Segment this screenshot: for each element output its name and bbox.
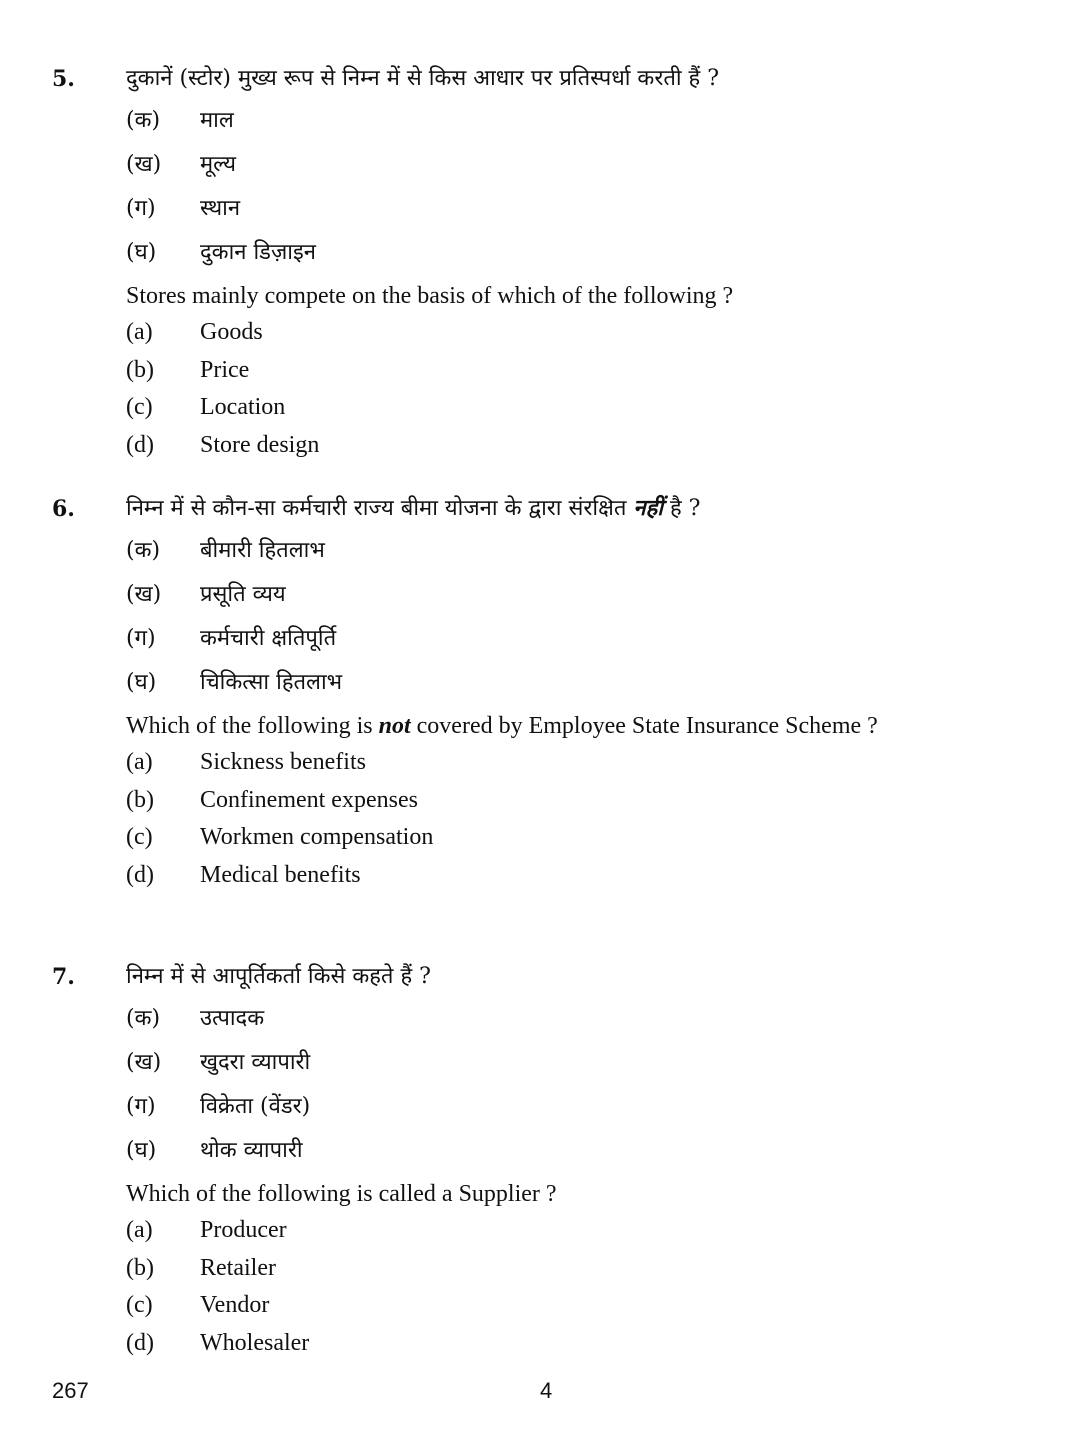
- option-label: (c): [126, 394, 153, 420]
- english-option: [0, 316, 1091, 354]
- hindi-option: [0, 1128, 1091, 1172]
- option-text: Confinement expenses: [200, 786, 418, 813]
- option-label: (c): [126, 1292, 153, 1318]
- option-label: (घ): [126, 670, 157, 695]
- english-option: [0, 1252, 1091, 1290]
- hindi-option: [0, 996, 1091, 1040]
- question-7: [0, 956, 1091, 1364]
- option-label: (b): [126, 356, 154, 383]
- emphasis-not: not: [378, 713, 411, 739]
- option-text: दुकान डिज़ाइन: [200, 240, 316, 265]
- option-text: खुदरा व्यापारी: [200, 1050, 311, 1075]
- question-number: 5.: [52, 66, 75, 92]
- option-label: (c): [126, 824, 153, 850]
- option-text: माल: [200, 108, 234, 133]
- option-text: बीमारी हितलाभ: [200, 538, 325, 563]
- question-stem-hindi: [0, 488, 1091, 528]
- option-label: (b): [126, 786, 154, 813]
- hindi-option: [0, 572, 1091, 616]
- english-question-text: Stores mainly compete on the basis of which of the following ?: [126, 283, 734, 309]
- question-5: [0, 58, 1091, 466]
- hindi-question-text: [126, 492, 700, 522]
- question-number: 7.: [52, 964, 75, 990]
- english-question-text: [0, 706, 979, 746]
- option-label: (d): [126, 1329, 154, 1356]
- option-label: (a): [126, 319, 153, 345]
- hindi-option: [0, 1040, 1091, 1084]
- english-option: [0, 354, 1091, 392]
- option-text: स्थान: [200, 196, 241, 221]
- english-option: [0, 391, 1091, 429]
- option-label: (क): [126, 1006, 161, 1031]
- option-label: (d): [126, 861, 154, 888]
- stem-part: है ?: [662, 496, 701, 521]
- english-option: [0, 746, 1091, 784]
- option-text: थोक व्यापारी: [200, 1138, 303, 1163]
- hindi-option: [0, 142, 1091, 186]
- option-text: Retailer: [200, 1254, 276, 1281]
- option-label: (ख): [126, 582, 162, 607]
- option-text: उत्पादक: [200, 1006, 265, 1031]
- question-stem-hindi: [0, 956, 1091, 996]
- option-text: प्रसूति व्यय: [200, 582, 286, 607]
- option-label: (d): [126, 431, 154, 458]
- hindi-option: [0, 186, 1091, 230]
- option-label: (क): [126, 108, 161, 133]
- option-label: (ग): [126, 1094, 156, 1119]
- option-label: (क): [126, 538, 161, 563]
- hindi-option: [0, 98, 1091, 142]
- emphasis-not: नहीं: [633, 495, 663, 521]
- hindi-question-text: निम्न में से आपूर्तिकर्ता किसे कहते हैं ?: [126, 964, 431, 989]
- option-text: Store design: [200, 431, 320, 458]
- option-label: (a): [126, 1217, 153, 1243]
- option-label: (ग): [126, 626, 156, 651]
- english-question-text: Which of the following is called a Supplier ?: [126, 1181, 557, 1207]
- page-number: 4: [540, 1378, 553, 1403]
- option-label: (a): [126, 749, 153, 775]
- option-text: Medical benefits: [200, 861, 361, 888]
- option-text: Sickness benefits: [200, 749, 366, 775]
- option-label: (ख): [126, 152, 162, 177]
- hindi-option: [0, 230, 1091, 274]
- option-label: (b): [126, 1254, 154, 1281]
- hindi-option: [0, 1084, 1091, 1128]
- option-label: (ख): [126, 1050, 162, 1075]
- stem-part: covered by Employee State Insurance Scheme ?: [410, 713, 878, 739]
- question-6: [0, 488, 1091, 896]
- english-option: [0, 1327, 1091, 1365]
- hindi-option: [0, 528, 1091, 572]
- option-text: Vendor: [200, 1292, 270, 1318]
- option-text: Location: [200, 394, 286, 420]
- english-option: [0, 1289, 1091, 1327]
- option-label: (घ): [126, 240, 157, 265]
- english-option: [0, 784, 1091, 822]
- question-stem-hindi: [0, 58, 1091, 98]
- english-option: [0, 429, 1091, 467]
- option-text: विक्रेता (वेंडर): [200, 1094, 311, 1119]
- english-option: [0, 859, 1091, 897]
- option-text: मूल्य: [200, 152, 236, 177]
- paper-code: 267: [52, 1378, 89, 1403]
- option-text: Price: [200, 356, 250, 383]
- english-option: [0, 1214, 1091, 1252]
- option-text: कर्मचारी क्षतिपूर्ति: [200, 626, 337, 651]
- option-text: Goods: [200, 319, 263, 345]
- option-text: Workmen compensation: [200, 824, 434, 850]
- option-label: (घ): [126, 1138, 157, 1163]
- question-number: 6.: [52, 496, 75, 522]
- english-option: [0, 821, 1091, 859]
- hindi-option: [0, 616, 1091, 660]
- option-text: Wholesaler: [200, 1329, 310, 1356]
- hindi-question-text: दुकानें (स्टोर) मुख्य रूप से निम्न में से किस आधार पर प्रतिस्पर्धा करती हैं ?: [126, 66, 720, 91]
- option-text: Producer: [200, 1217, 287, 1243]
- hindi-option: [0, 660, 1091, 704]
- stem-part: Which of the following is: [126, 713, 379, 739]
- option-text: चिकित्सा हितलाभ: [200, 670, 343, 695]
- option-label: (ग): [126, 196, 156, 221]
- stem-part: निम्न में से कौन-सा कर्मचारी राज्य बीमा योजना के द्वारा संरक्षित: [126, 496, 634, 521]
